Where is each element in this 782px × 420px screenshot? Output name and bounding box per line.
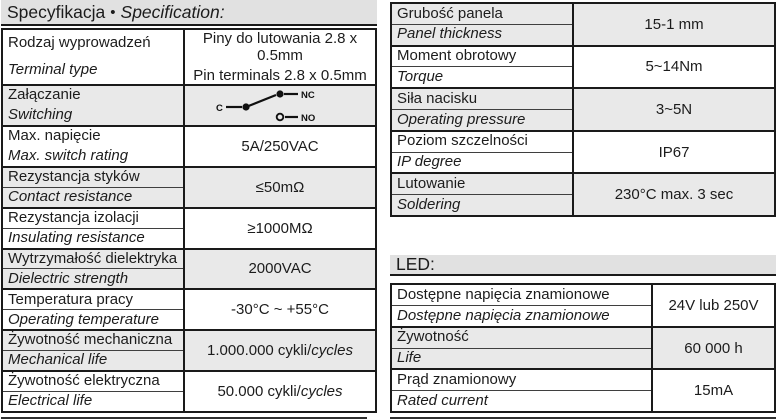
row-value: ≤50mΩ [255,178,305,196]
row-value: 15-1 mm [644,15,704,33]
label-pl: Żywotność elektryczna [8,372,160,390]
label-pl: Załączanie [8,86,81,104]
label-pl: Moment obrotowy [397,47,517,65]
table-row-led-voltages [392,285,774,328]
label-pl: Max. napięcie [8,127,101,145]
table-row-torque [392,47,774,90]
label-en: Operating temperature [3,309,183,329]
label-en: Dostępne napięcia znamionowe [392,305,651,326]
label-en: Soldering [392,194,572,215]
row-value: 60 000 h [684,339,743,357]
row-value: 1.000.000 cykli/ cycles [207,342,353,360]
label-en: Electrical life [3,391,183,411]
row-value: 50.000 cykli/ cycles [217,383,343,401]
label-en: Contact resistance [3,187,183,207]
led-table [390,283,776,413]
row-value: 5A/250VAC [241,137,319,155]
spec-section-header [1,0,377,26]
table-row-terminal-type [3,30,375,86]
table-row-electrical-life [3,372,375,411]
label-pl: Żywotność [397,328,469,346]
row-label [392,89,574,130]
spec-header-title-en: Specification: [120,1,225,22]
row-label [392,328,653,369]
row-value: IP67 [658,143,690,161]
row-value: -30°C ~ +55°C [231,301,329,319]
label-en: Mechanical life [3,350,183,370]
label-pl: Rodzaj wyprowadzeń [8,34,151,52]
label-pl: Dostępne napięcia znamionowe [397,285,610,303]
label-en: Insulating resistance [3,228,183,248]
row-label [3,86,185,125]
row-label [3,372,185,411]
table-row-mechanical-life [3,331,375,372]
no-terminal-label: NO [301,113,316,124]
table-row-soldering [392,174,774,215]
label-pl: Prąd znamionowy [397,371,517,389]
row-value: 5~14Nm [645,58,703,76]
label-en: Terminal type [8,61,98,79]
row-value [185,30,375,84]
table-row-insulating-resistance [3,209,375,250]
led-section-header [390,255,776,276]
bullet-separator: • [110,3,116,21]
table-row-operating-temperature [3,290,375,331]
label-en: Max. switch rating [8,146,129,164]
row-label [3,168,185,207]
table-row-dielectric-strength [3,250,375,291]
value-line-1: Piny do lutowania 2.8 x 0.5mm [202,30,358,64]
label-pl: Temperatura pracy [8,290,134,308]
row-value: 2000VAC [248,260,312,278]
table-row-switching [3,86,375,127]
row-label [392,174,574,215]
label-pl: Wytrzymałość dielektryka [8,249,178,267]
row-value: 15mA [693,382,734,400]
label-pl: Grubość panela [397,4,503,22]
row-label [3,127,185,166]
row-value: 230°C max. 3 sec [614,186,734,204]
spec-table [1,28,377,413]
row-label [3,250,185,289]
switch-lever [246,95,276,107]
label-pl: Rezystancja izolacji [8,208,139,226]
label-en: Rated current [392,390,651,411]
no-contact-circle [277,114,284,121]
row-value [185,86,375,125]
led-header-title: LED: [396,254,435,274]
value-line-2: Pin terminals 2.8 x 0.5mm [193,67,367,84]
row-label [392,285,653,326]
label-en: Torque [392,66,572,87]
panel-table [390,2,776,217]
label-pl: Siła nacisku [397,89,478,107]
table-row-panel-thickness [392,4,774,47]
table-row-contact-resistance [3,168,375,209]
row-label [3,331,185,370]
row-label [392,4,574,45]
label-en: Dielectric strength [3,268,183,288]
table-row-max-rating [3,127,375,168]
table-row-ip-degree [392,132,774,175]
table-row-led-rated-current [392,370,774,411]
nc-terminal-label: NC [301,90,315,102]
spec-header-title-pl: Specyfikacja [7,1,106,22]
spst-switch-circuit-icon [212,87,348,123]
label-en: Panel thickness [392,24,572,45]
table-row-operating-pressure [392,89,774,132]
label-en: Life [392,348,651,369]
row-value: 3~5N [655,100,693,118]
common-terminal-label: C [216,103,223,115]
label-pl: Rezystancja styków [8,167,140,185]
label-pl: Żywotność mechaniczna [8,331,173,349]
row-label [3,30,185,84]
label-pl: Poziom szczelności [397,132,528,150]
row-label [3,209,185,248]
row-label [392,132,574,173]
row-label [392,370,653,411]
label-en: Switching [8,105,73,123]
row-label [3,290,185,329]
label-en: Operating pressure [392,109,572,130]
label-en: IP degree [392,152,572,173]
table-row-led-life [392,328,774,371]
row-value: 24V lub 250V [668,296,759,314]
row-value: ≥1000MΩ [247,219,313,237]
nc-contact-dot [276,91,283,98]
row-label [392,47,574,88]
label-pl: Lutowanie [397,175,466,193]
